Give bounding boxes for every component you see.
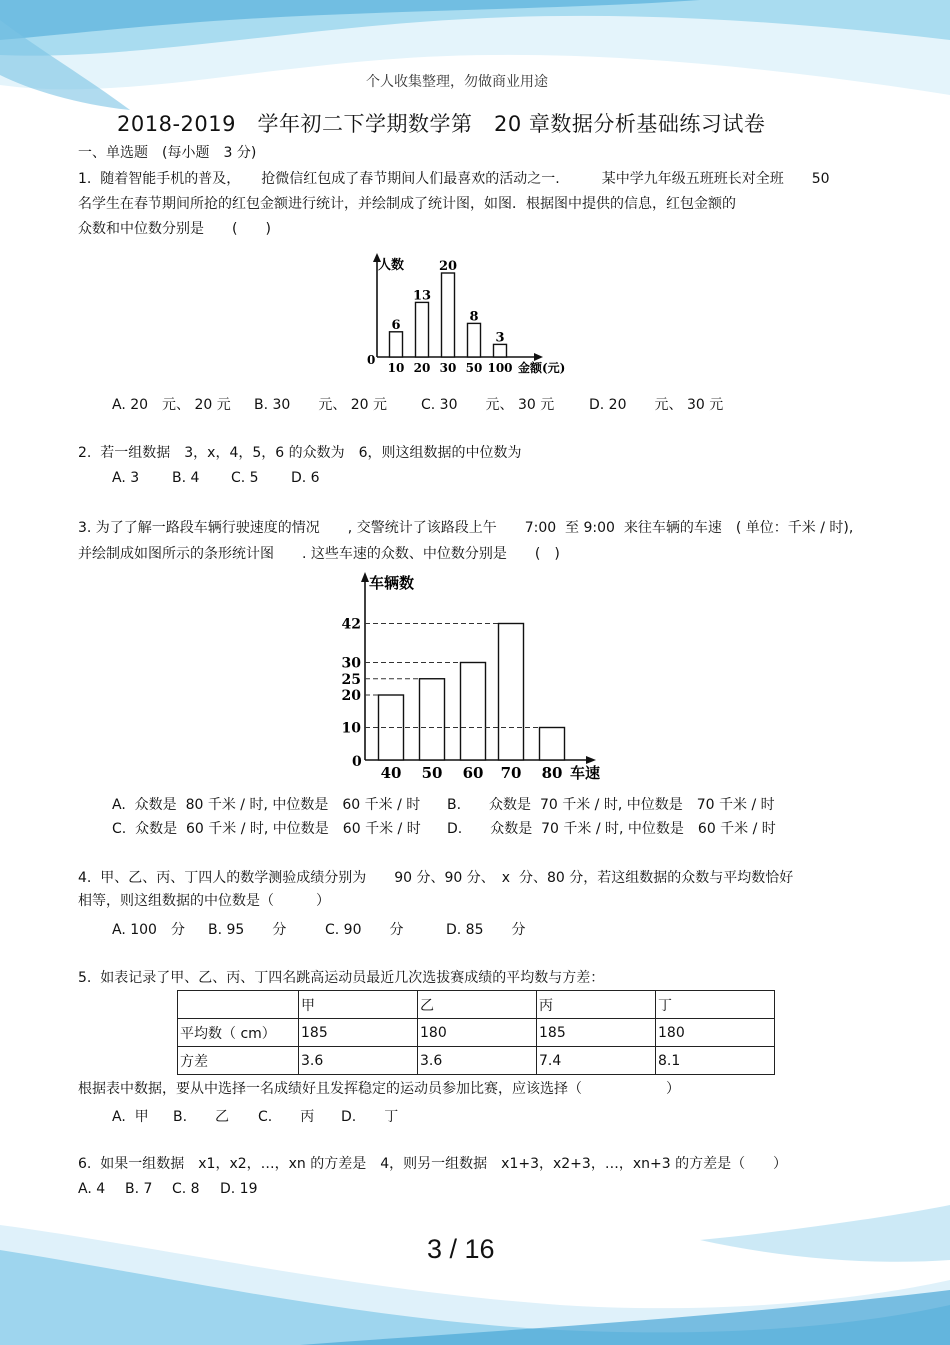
chart1-data-label: 13 [412, 288, 432, 304]
red-envelope-bar-chart [360, 250, 590, 380]
question-4-line-2: 相等，则这组数据的中位数是（ ） [78, 893, 330, 909]
q4-option-a[interactable]: A. 100 分 [112, 922, 185, 938]
table-row [178, 1047, 775, 1075]
chart2-x-arrow [586, 756, 596, 764]
q6-option-c[interactable]: C. 8 [172, 1181, 200, 1197]
table-header-cell: 丙 [537, 991, 656, 1019]
chart1-bar-10 [390, 332, 403, 357]
chart1-x-tick: 100 [487, 361, 513, 375]
q6-option-a[interactable]: A. 4 [78, 1181, 106, 1197]
chart1-data-label: 6 [391, 317, 401, 333]
chart2-y-tick: 30 [341, 655, 361, 672]
chart1-bar-30 [442, 273, 455, 357]
q6-option-b[interactable]: B. 7 [125, 1181, 153, 1197]
q1-option-d[interactable]: D. 20 元、 30 元 [589, 397, 724, 413]
table-cell: 7.4 [537, 1047, 656, 1075]
chart1-xlabel: 金额(元) [518, 361, 566, 375]
chart2-bar-80 [540, 728, 565, 761]
q4-option-c[interactable]: C. 90 分 [325, 922, 404, 938]
q5-option-c[interactable]: C. 丙 [258, 1109, 315, 1125]
chart1-data-label: 8 [469, 309, 479, 325]
table-header-row [178, 991, 775, 1019]
chart1-data-label: 20 [438, 259, 458, 274]
table-corner-cell [178, 991, 299, 1019]
chart1-x-tick: 10 [387, 361, 405, 375]
page-number: 3 / 16 [427, 1234, 495, 1264]
chart1-ylabel: 人数 [378, 258, 405, 273]
question-1-line-1: 1. 随着智能手机的普及， 抢微信红包成了春节期间人们最喜欢的活动之一. 某中学九年级五班班长对全班 50 [78, 171, 830, 187]
table-row [178, 1019, 775, 1047]
chart2-x-tick: 50 [421, 764, 443, 782]
chart2-x-tick: 60 [462, 764, 484, 782]
question-2-line-1: 2. 若一组数据 3，x，4，5，6 的众数为 6，则这组数据的中位数为 [78, 445, 522, 461]
chart2-y-tick: 42 [341, 616, 361, 633]
bottom-right-accent [700, 1205, 950, 1262]
q5-option-a[interactable]: A. 甲 [112, 1109, 149, 1125]
question-4-line-1: 4. 甲、乙、丙、丁四人的数学测验成绩分别为 90 分、90 分、 x 分、80 分，若这组数据的众数与平均数恰好 [78, 870, 794, 886]
table-cell: 3.6 [299, 1047, 418, 1075]
chart1-bar-100 [494, 344, 507, 357]
q1-option-c[interactable]: C. 30 元、 30 元 [421, 397, 555, 413]
table-cell: 8.1 [656, 1047, 775, 1075]
section-heading: 一、单选题 (每小题 3 分) [78, 145, 257, 161]
chart1-bar-50 [468, 323, 481, 357]
chart2-ylabel: 车辆数 [369, 574, 415, 592]
chart2-bar-60 [461, 663, 486, 761]
table-header-cell: 乙 [418, 991, 537, 1019]
chart2-y-tick: 20 [341, 688, 361, 704]
chart2-bar-50 [420, 679, 445, 760]
q1-option-b[interactable]: B. 30 元、 20 元 [254, 397, 388, 413]
question-6-line-1: 6. 如果一组数据 x1，x2，…，xn 的方差是 4，则另一组数据 x1+3，x2+3，…，xn+3 的方差是（ ） [78, 1156, 788, 1172]
question-1-line-2: 名学生在春节期间所抢的红包金额进行统计，并绘制成了统计图，如图．根据图中提供的信息，红包金额的 [78, 196, 736, 212]
chart2-x-tick: 40 [380, 764, 402, 782]
q2-option-d[interactable]: D. 6 [291, 470, 320, 486]
chart2-origin: 0 [352, 754, 362, 770]
table-cell: 180 [418, 1019, 537, 1047]
chart1-x-tick: 20 [413, 361, 431, 375]
q2-option-b[interactable]: B. 4 [172, 470, 200, 486]
q3-option-c[interactable]: C. 众数是 60 千米 / 时, 中位数是 60 千米 / 时 [112, 821, 421, 837]
question-1-line-3: 众数和中位数分别是 ( ) [78, 221, 271, 237]
question-5-line-2: 根据表中数据，要从中选择一名成绩好且发挥稳定的运动员参加比赛，应该选择（ ） [78, 1081, 680, 1097]
table-cell: 3.6 [418, 1047, 537, 1075]
q2-option-c[interactable]: C. 5 [231, 470, 259, 486]
question-3-line-1: 3. 为了了解一路段车辆行驶速度的情况 , 交警统计了该路段上午 7:00 至 9:00 来往车辆的车速 ( 单位：千米 / 时), [78, 520, 854, 536]
table-cell: 180 [656, 1019, 775, 1047]
chart2-y-tick: 10 [341, 720, 361, 737]
chart2-x-tick: 70 [500, 764, 522, 782]
chart1-bar-20 [416, 302, 429, 357]
question-3-line-2: 并绘制成如图所示的条形统计图 . 这些车速的众数、中位数分别是 ( ) [78, 546, 560, 562]
chart2-bar-70 [499, 624, 524, 761]
q6-option-d[interactable]: D. 19 [220, 1181, 258, 1197]
chart2-x-tick: 80 [541, 764, 563, 782]
header-note: 个人收集整理，勿做商业用途 [366, 74, 548, 90]
q3-option-a[interactable]: A. 众数是 80 千米 / 时, 中位数是 60 千米 / 时 [112, 797, 421, 813]
chart2-y-arrow [361, 572, 369, 582]
q2-option-a[interactable]: A. 3 [112, 470, 140, 486]
chart1-x-tick: 30 [439, 361, 457, 375]
q3-option-d[interactable]: D. 众数是 70 千米 / 时, 中位数是 60 千米 / 时 [447, 821, 776, 837]
q4-option-d[interactable]: D. 85 分 [446, 922, 526, 938]
table-row-label: 平均数（ cm） [178, 1019, 299, 1047]
page-title: 2018-2019 学年初二下学期数学第 20 章数据分析基础练习试卷 [117, 112, 766, 136]
table-cell: 185 [537, 1019, 656, 1047]
table-header-cell: 丁 [656, 991, 775, 1019]
chart2-xlabel: 车速 [570, 764, 601, 782]
table-row-label: 方差 [178, 1047, 299, 1075]
chart2-y-tick: 25 [341, 671, 361, 688]
q3-option-b[interactable]: B. 众数是 70 千米 / 时, 中位数是 70 千米 / 时 [447, 797, 775, 813]
q5-option-b[interactable]: B. 乙 [173, 1109, 230, 1125]
question-5-line-1: 5. 如表记录了甲、乙、丙、丁四名跳高运动员最近几次选拔赛成绩的平均数与方差： [78, 970, 605, 986]
q5-option-d[interactable]: D. 丁 [341, 1109, 399, 1125]
chart1-x-tick: 50 [465, 361, 483, 375]
q1-option-a[interactable]: A. 20 元、 20 元 [112, 397, 231, 413]
chart1-data-label: 3 [495, 330, 505, 346]
vehicle-speed-bar-chart [335, 568, 615, 788]
table-header-cell: 甲 [299, 991, 418, 1019]
q4-option-b[interactable]: B. 95 分 [208, 922, 287, 938]
chart1-x-arrow [534, 353, 543, 361]
table-cell: 185 [299, 1019, 418, 1047]
chart1-origin: 0 [367, 353, 376, 367]
athlete-stats-table [177, 990, 775, 1075]
